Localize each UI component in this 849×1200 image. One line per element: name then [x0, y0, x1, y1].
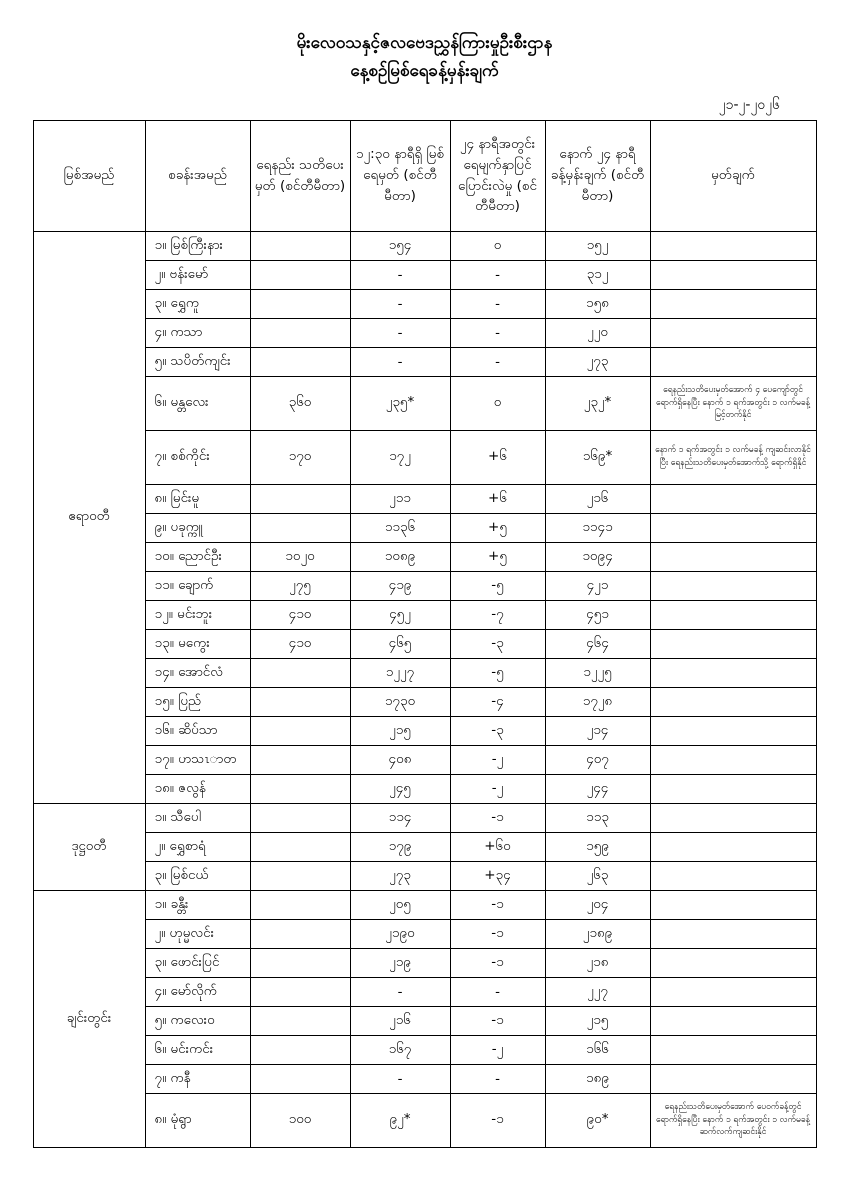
warning-cell: ၃၆၀ [250, 376, 350, 430]
remark-cell [650, 832, 816, 861]
table-row [33, 919, 816, 948]
table-row [33, 1064, 816, 1093]
warning-cell [250, 745, 350, 774]
document-title-line1: မိုးလေဝသနှင့်ဇလဗေဒညွှန်ကြားမှုဦးစီးဌာန [296, 33, 553, 53]
station-cell: ၈။ မြင်းမူ [145, 484, 250, 513]
river-name-cell: ဒုဋ္ဌဝတီ [33, 803, 145, 890]
remark-cell [650, 658, 816, 687]
remark-cell [650, 716, 816, 745]
level-cell: - [350, 977, 450, 1006]
table-row [33, 745, 816, 774]
change-cell: -၂ [450, 1035, 545, 1064]
station-cell: ၁။ မြစ်ကြီးနား [145, 231, 250, 260]
river-name-cell: ချင်းတွင်း [33, 890, 145, 1147]
remark-cell [650, 803, 816, 832]
station-cell: ၃။ ဖောင်းပြင် [145, 948, 250, 977]
warning-cell [250, 687, 350, 716]
change-cell: -၄ [450, 687, 545, 716]
station-cell: ၄။ ကသာ [145, 318, 250, 347]
forecast-cell: ၂၁၄ [545, 716, 650, 745]
header-24hr-change: ၂၄ နာရီအတွင်း ရေမျက်နှာပြင် ပြောင်းလဲမှု (စင်တီမီတာ) [450, 120, 545, 231]
remark-cell [650, 1006, 816, 1035]
remark-cell [650, 542, 816, 571]
table-header [33, 120, 816, 231]
forecast-cell: ၁၅၂ [545, 231, 650, 260]
table-row [33, 542, 816, 571]
table-row [33, 260, 816, 289]
forecast-cell: ၁၅၉ [545, 832, 650, 861]
change-cell: -၁ [450, 919, 545, 948]
station-cell: ၆။ မင်းကင်း [145, 1035, 250, 1064]
table-row [33, 832, 816, 861]
table-row [33, 890, 816, 919]
station-cell: ၂။ ဗန်းမော် [145, 260, 250, 289]
remark-cell [650, 318, 816, 347]
change-cell: +၅ [450, 542, 545, 571]
table-row [33, 376, 816, 430]
warning-cell [250, 977, 350, 1006]
level-cell: ၄၆၅ [350, 629, 450, 658]
level-cell: ၄၁၉ [350, 571, 450, 600]
level-cell: ၂၁၉၀ [350, 919, 450, 948]
station-cell: ၇။ စစ်ကိုင်း [145, 430, 250, 484]
station-cell: ၁၇။ ဟသၤာတ [145, 745, 250, 774]
warning-cell: ၂၇၅ [250, 571, 350, 600]
forecast-cell: ၁၇၂၈ [545, 687, 650, 716]
document-title-line2: နေ့စဉ်မြစ်ရေခန့်မှန်းချက် [350, 61, 499, 82]
level-cell: ၁၇၂ [350, 430, 450, 484]
station-cell: ၃။ မြစ်ငယ် [145, 861, 250, 890]
table-row [33, 774, 816, 803]
forecast-cell: ၂၃၂* [545, 376, 650, 430]
remark-cell [650, 861, 816, 890]
remark-cell [650, 513, 816, 542]
table-row [33, 977, 816, 1006]
remark-cell [650, 289, 816, 318]
forecast-cell: ၂၂၇ [545, 977, 650, 1006]
station-cell: ၁။ ခန္တီး [145, 890, 250, 919]
warning-cell [250, 774, 350, 803]
remark-cell: နောက် ၁ ရက်အတွင်း ၁ လက်မခန့် ကျဆင်းလာနိုင်ပြီး ရေနည်းသတိပေးမှတ်အောက်သို့ ရောက်ရှိနိုင် [650, 430, 816, 484]
change-cell: -၁ [450, 1006, 545, 1035]
forecast-cell: ၂၁၆ [545, 484, 650, 513]
remark-cell: ရေနည်းသတိပေးမှတ်အောက် ပေဝက်ခန့်တွင် ရောက်ရှိနေပြီး နောက် ၁ ရက်အတွင်း ၁ လက်မခန့် ဆက်လက်ကျဆင်းနိုင် [650, 1093, 816, 1147]
level-cell: ၁၆၇ [350, 1035, 450, 1064]
warning-cell: ၄၁၀ [250, 629, 350, 658]
header-river-name: မြစ်အမည် [33, 120, 145, 231]
warning-cell: ၄၁၀ [250, 600, 350, 629]
warning-cell [250, 289, 350, 318]
table-row [33, 347, 816, 376]
header-water-level-1230: ၁၂:၃၀ နာရီရှိ မြစ်ရေမှတ် (စင်တီမီတာ) [350, 120, 450, 231]
change-cell: - [450, 1064, 545, 1093]
change-cell: -၅ [450, 658, 545, 687]
table-row [33, 231, 816, 260]
forecast-cell: ၂၄၄ [545, 774, 650, 803]
forecast-cell: ၁၈၉ [545, 1064, 650, 1093]
station-cell: ၁၂။ မင်းဘူး [145, 600, 250, 629]
level-cell: ၁၁၄ [350, 803, 450, 832]
table-row [33, 484, 816, 513]
station-cell: ၁၁။ ချောက် [145, 571, 250, 600]
level-cell: ၁၁၃၆ [350, 513, 450, 542]
table-row [33, 658, 816, 687]
warning-cell [250, 484, 350, 513]
warning-cell [250, 1064, 350, 1093]
forecast-cell: ၂၁၈ [545, 948, 650, 977]
station-cell: ၂။ ဟုမ္မလင်း [145, 919, 250, 948]
forecast-cell: ၁၁၄၁ [545, 513, 650, 542]
table-row [33, 600, 816, 629]
table-row [33, 289, 816, 318]
level-cell: ၁၅၄ [350, 231, 450, 260]
level-cell: ၂၁၁ [350, 484, 450, 513]
station-cell: ၁၅။ ပြည် [145, 687, 250, 716]
table-row [33, 687, 816, 716]
station-cell: ၆။ မန္တလေး [145, 376, 250, 430]
station-cell: ၁။ သီပေါ [145, 803, 250, 832]
remark-cell [650, 774, 816, 803]
change-cell: +၆ [450, 430, 545, 484]
forecast-cell: ၁၀၉၄ [545, 542, 650, 571]
warning-cell [250, 803, 350, 832]
level-cell: - [350, 318, 450, 347]
remark-cell [650, 1064, 816, 1093]
change-cell: +၆၀ [450, 832, 545, 861]
warning-cell [250, 347, 350, 376]
river-name-cell: ဧရာဝတီ [33, 231, 145, 803]
level-cell: ၁၇၃၀ [350, 687, 450, 716]
forecast-cell: ၂၀၄ [545, 890, 650, 919]
level-cell: ၂၀၅ [350, 890, 450, 919]
level-cell: ၂၁၉ [350, 948, 450, 977]
level-cell: ၁၇၉ [350, 832, 450, 861]
forecast-cell: ၁၆၉* [545, 430, 650, 484]
table-row [33, 1093, 816, 1147]
station-cell: ၄။ မော်လိုက် [145, 977, 250, 1006]
table-row [33, 861, 816, 890]
header-next-24hr-forecast: နောက် ၂၄ နာရီ ခန့်မှန်းချက် (စင်တီမီတာ) [545, 120, 650, 231]
table-body [33, 231, 816, 1147]
change-cell: -၃ [450, 629, 545, 658]
remark-cell [650, 600, 816, 629]
level-cell: ၂၃၅* [350, 376, 450, 430]
warning-cell [250, 1035, 350, 1064]
remark-cell [650, 977, 816, 1006]
change-cell: -၂ [450, 774, 545, 803]
remark-cell [650, 745, 816, 774]
warning-cell [250, 231, 350, 260]
remark-cell [650, 484, 816, 513]
level-cell: ၂၁၆ [350, 1006, 450, 1035]
change-cell: - [450, 289, 545, 318]
change-cell: -၅ [450, 571, 545, 600]
forecast-cell: ၉၀* [545, 1093, 650, 1147]
report-date: ၂၁-၂-၂၀၂၆ [718, 96, 780, 113]
warning-cell [250, 260, 350, 289]
warning-cell [250, 948, 350, 977]
table-row [33, 1006, 816, 1035]
level-cell: ၁၂၂၇ [350, 658, 450, 687]
table-row [33, 318, 816, 347]
change-cell: -၁ [450, 1093, 545, 1147]
warning-cell: ၁၀၀ [250, 1093, 350, 1147]
level-cell: ၄၀၈ [350, 745, 450, 774]
remark-cell [650, 571, 816, 600]
table-row [33, 948, 816, 977]
change-cell: +၃၄ [450, 861, 545, 890]
warning-cell: ၁၀၂၀ [250, 542, 350, 571]
forecast-cell: ၁၂၂၅ [545, 658, 650, 687]
table-row [33, 629, 816, 658]
change-cell: ၀ [450, 231, 545, 260]
remark-cell [650, 687, 816, 716]
change-cell: +၅ [450, 513, 545, 542]
warning-cell [250, 861, 350, 890]
warning-cell [250, 716, 350, 745]
level-cell: ၁၀၈၉ [350, 542, 450, 571]
change-cell: - [450, 977, 545, 1006]
remark-cell [650, 890, 816, 919]
warning-cell [250, 890, 350, 919]
station-cell: ၈။ မုံရွာ [145, 1093, 250, 1147]
forecast-cell: ၄၂၁ [545, 571, 650, 600]
level-cell: - [350, 1064, 450, 1093]
station-cell: ၁၄။ အောင်လံ [145, 658, 250, 687]
change-cell: -၃ [450, 716, 545, 745]
warning-cell [250, 513, 350, 542]
station-cell: ၁၆။ ဆိပ်သာ [145, 716, 250, 745]
change-cell: ၀ [450, 376, 545, 430]
station-cell: ၉။ ပခုက္ကူ [145, 513, 250, 542]
remark-cell [650, 347, 816, 376]
forecast-cell: ၂၆၃ [545, 861, 650, 890]
change-cell: - [450, 260, 545, 289]
station-cell: ၁၃။ မကွေး [145, 629, 250, 658]
forecast-cell: ၁၆၆ [545, 1035, 650, 1064]
station-cell: ၅။ ကလေးဝ [145, 1006, 250, 1035]
change-cell: +၆ [450, 484, 545, 513]
warning-cell [250, 1006, 350, 1035]
level-cell: - [350, 260, 450, 289]
level-cell: ၉၂* [350, 1093, 450, 1147]
remark-cell [650, 919, 816, 948]
station-cell: ၁၀။ ညောင်ဦး [145, 542, 250, 571]
warning-cell: ၁၇၀ [250, 430, 350, 484]
warning-cell [250, 318, 350, 347]
forecast-cell: ၁၅၈ [545, 289, 650, 318]
warning-cell [250, 658, 350, 687]
remark-cell [650, 948, 816, 977]
change-cell: -၇ [450, 600, 545, 629]
change-cell: - [450, 318, 545, 347]
table-row [33, 716, 816, 745]
header-row [33, 120, 816, 231]
change-cell: -၁ [450, 948, 545, 977]
station-cell: ၂။ ရွှေစာရံ [145, 832, 250, 861]
forecast-cell: ၂၂၀ [545, 318, 650, 347]
level-cell: - [350, 347, 450, 376]
table-row [33, 430, 816, 484]
table-row [33, 1035, 816, 1064]
change-cell: -၁ [450, 890, 545, 919]
remark-cell [650, 260, 816, 289]
level-cell: ၂၄၅ [350, 774, 450, 803]
table-row [33, 571, 816, 600]
forecast-cell: ၂၁၅ [545, 1006, 650, 1035]
remark-cell [650, 1035, 816, 1064]
header-station-name: စခန်းအမည် [145, 120, 250, 231]
river-level-table [33, 120, 817, 1148]
station-cell: ၇။ ကနီ [145, 1064, 250, 1093]
level-cell: ၂၇၃ [350, 861, 450, 890]
station-cell: ၃။ ရွှေကူ [145, 289, 250, 318]
table-row [33, 513, 816, 542]
header-low-water-warning-level: ရေနည်း သတိပေးမှတ် (စင်တီမီတာ) [250, 120, 350, 231]
remark-cell [650, 231, 816, 260]
change-cell: -၁ [450, 803, 545, 832]
forecast-cell: ၃၁၂ [545, 260, 650, 289]
forecast-cell: ၁၁၃ [545, 803, 650, 832]
remark-cell [650, 629, 816, 658]
level-cell: ၂၁၅ [350, 716, 450, 745]
station-cell: ၅။ သပိတ်ကျင်း [145, 347, 250, 376]
forecast-cell: ၄၅၁ [545, 600, 650, 629]
forecast-cell: ၄၀၇ [545, 745, 650, 774]
forecast-cell: ၂၇၃ [545, 347, 650, 376]
forecast-cell: ၂၁၈၉ [545, 919, 650, 948]
forecast-cell: ၄၆၄ [545, 629, 650, 658]
remark-cell: ရေနည်းသတိပေးမှတ်အောက် ၄ ပေကျော်တွင် ရောက်ရှိနေပြီး နောက် ၁ ရက်အတွင်း ၁ လက်မခန့် မြင့်တက်နိုင် [650, 376, 816, 430]
station-cell: ၁၈။ ဇလွန် [145, 774, 250, 803]
header-remarks: မှတ်ချက် [650, 120, 816, 231]
change-cell: -၂ [450, 745, 545, 774]
warning-cell [250, 832, 350, 861]
warning-cell [250, 919, 350, 948]
level-cell: - [350, 289, 450, 318]
table-row [33, 803, 816, 832]
level-cell: ၄၅၂ [350, 600, 450, 629]
change-cell: - [450, 347, 545, 376]
